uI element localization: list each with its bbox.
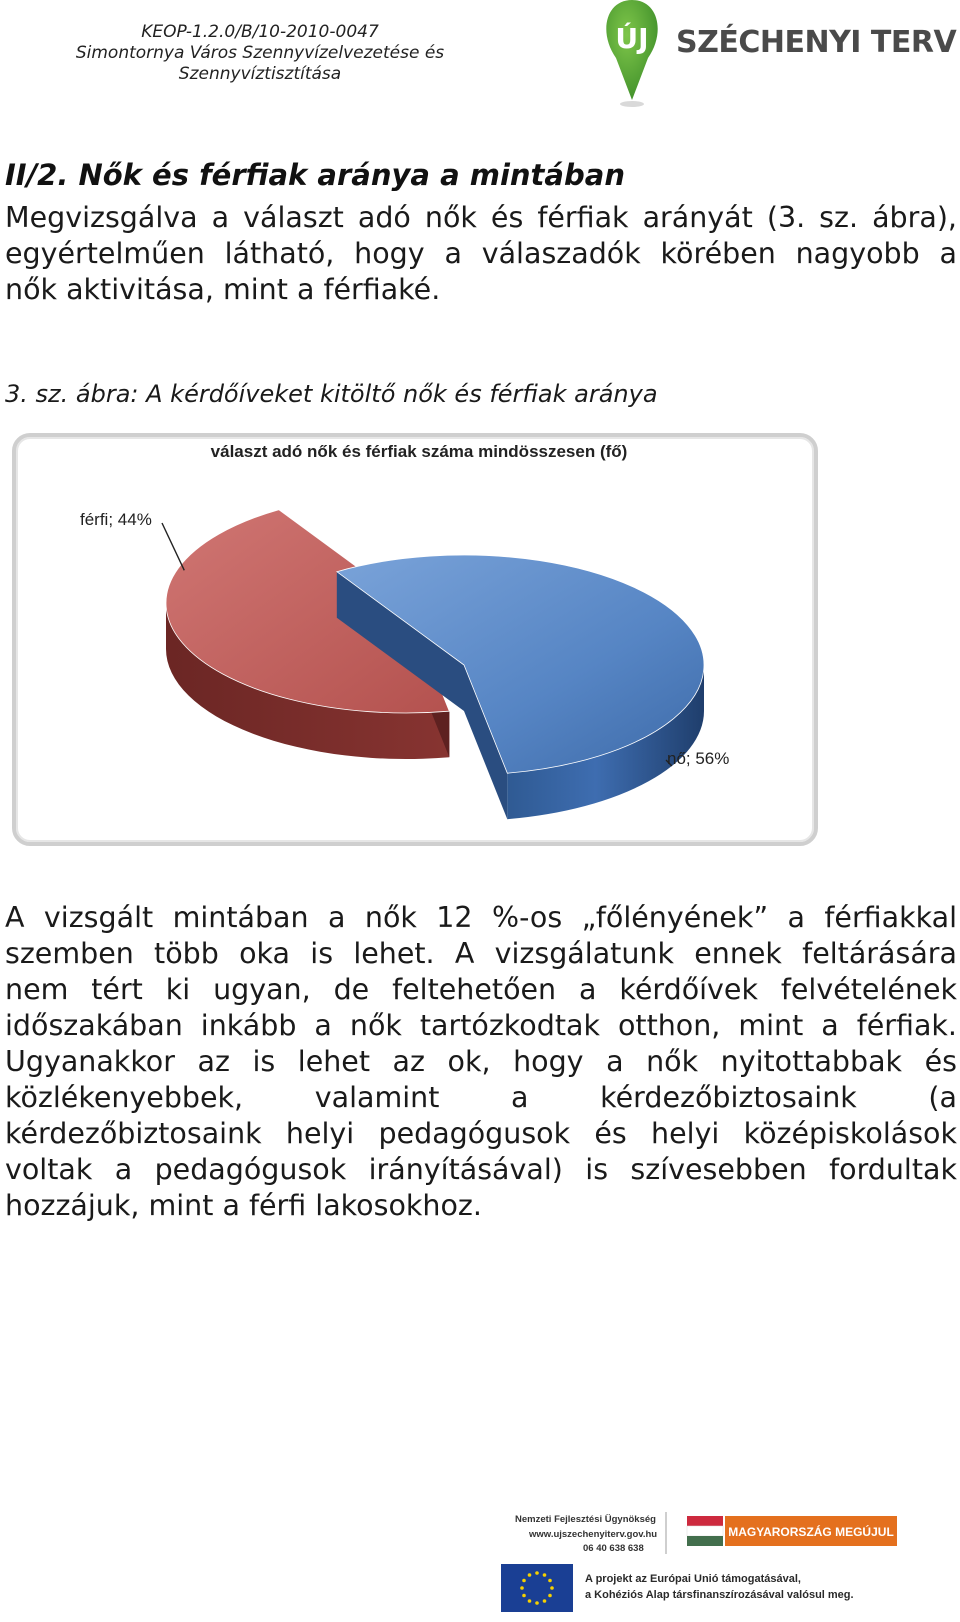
brand-banner-text: MAGYARORSZÁG MEGÚJUL — [728, 1525, 894, 1539]
eu-star-icon — [543, 1599, 547, 1603]
data-label-no: nő; 56% — [667, 749, 730, 768]
agency-url: www.ujszechenyiterv.gov.hu — [529, 1529, 658, 1540]
eu-support-line-1: A projekt az Európai Unió támogatásával, — [585, 1573, 801, 1585]
eu-star-icon — [535, 1571, 539, 1575]
eu-star-icon — [520, 1586, 524, 1590]
pie-chart — [16, 437, 814, 842]
chart-title: választ adó nők és férfiak száma mindösszesen (fő) — [210, 442, 628, 461]
body-line: A vizsgált mintában a nők 12 %-os „főlényének” a férfiakkal — [5, 901, 957, 934]
eu-support-line-2: a Kohéziós Alap társfinanszírozásával valósul meg. — [585, 1589, 854, 1601]
agency-phone: 06 40 638 638 — [583, 1543, 644, 1554]
body-line: hozzájuk, mint a férfi lakosokhoz. — [5, 1189, 482, 1222]
project-title-line-1: Simontornya Város Szennyvízelvezetése és — [75, 43, 445, 63]
body-paragraph — [5, 900, 957, 1224]
figure-caption: 3. sz. ábra: A kérdőíveket kitöltő nők és férfiak aránya — [5, 380, 658, 408]
section-heading: II/2. Nők és férfiak aránya a mintában — [5, 158, 625, 192]
eu-star-icon — [548, 1579, 552, 1583]
footer-logos — [515, 1512, 935, 1612]
eu-star-icon — [548, 1594, 552, 1598]
eu-star-icon — [535, 1601, 539, 1605]
body-line: időszakában inkább a nők tartózkodtak otthon, mint a férfiak. — [5, 1009, 957, 1042]
project-header — [40, 22, 480, 85]
eu-flag-icon — [501, 1564, 573, 1612]
eu-star-icon — [528, 1599, 532, 1603]
eu-star-icon — [522, 1594, 526, 1598]
body-line: Ugyanakkor az is lehet az ok, hogy a nők nyitottabbak és — [5, 1045, 957, 1078]
hungarian-flag-icon — [687, 1516, 723, 1546]
szechenyi-terv-logo — [615, 0, 960, 115]
footer-divider — [665, 1512, 667, 1554]
intro-line: nők aktivitása, mint a férfiaké. — [5, 273, 441, 306]
body-line: nem tért ki ugyan, de feltehetően a kérdőívek felvételének — [5, 973, 957, 1006]
body-line: voltak a pedagógusok irányításával) is szívesebben fordultak — [5, 1153, 957, 1186]
pie-chart-frame — [12, 433, 818, 846]
body-line: közlékenyebbek, valamint a kérdezőbiztosaink (a — [5, 1081, 957, 1114]
intro-line: Megvizsgálva a választ adó nők és férfiak arányát (3. sz. ábra), — [5, 201, 957, 234]
leader-line-ferfi — [162, 523, 184, 570]
body-line: szemben több oka is lehet. A vizsgálatunk ennek feltárására — [5, 937, 957, 970]
agency-name: Nemzeti Fejlesztési Ügynökség — [515, 1514, 656, 1525]
data-label-ferfi: férfi; 44% — [80, 510, 152, 529]
eu-star-icon — [550, 1586, 554, 1590]
body-line: kérdezőbiztosaink helyi pedagógusok és helyi középiskolások — [5, 1117, 957, 1150]
eu-star-icon — [522, 1579, 526, 1583]
project-title-line-2: Szennyvíztisztítása — [178, 64, 342, 84]
intro-paragraph — [5, 200, 957, 308]
eu-star-icon — [543, 1573, 547, 1577]
intro-line: egyértelműen látható, hogy a válaszadók körében nagyobb a — [5, 237, 957, 270]
logo-wordmark: SZÉCHENYI TERV — [676, 25, 957, 60]
project-code: KEOP-1.2.0/B/10-2010-0047 — [141, 22, 379, 42]
eu-star-icon — [528, 1573, 532, 1577]
logo-mark-text: ÚJ — [615, 22, 649, 55]
